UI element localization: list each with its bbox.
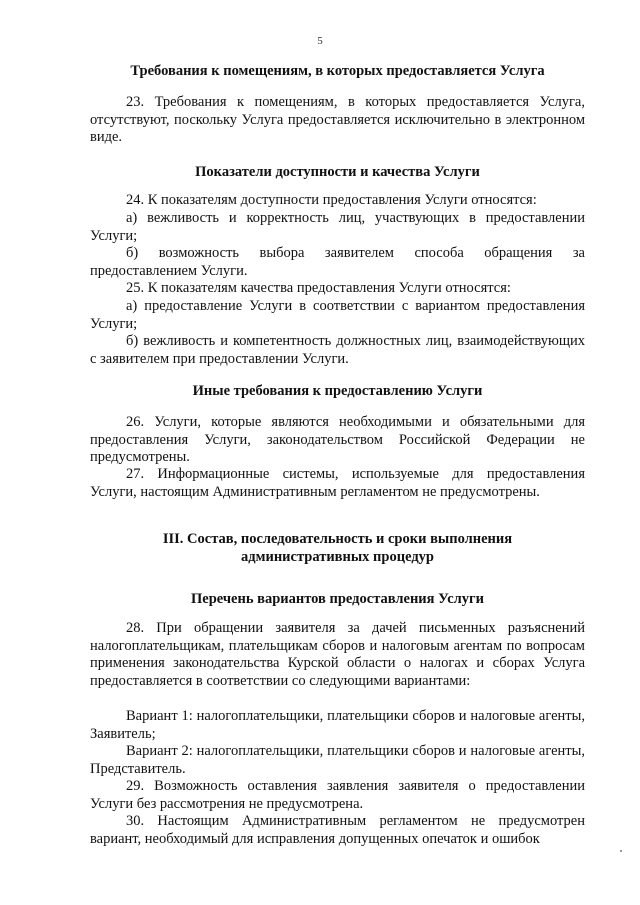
- heading-premises: Требования к помещениям, в которых предоставляется Услуга: [130, 63, 545, 79]
- paragraph-23: 23. Требования к помещениям, в которых предоставляется Услуга, отсутствуют, поскольку Услуга предоставляется исключительно в электронном виде.: [90, 94, 585, 145]
- paragraph-25b: б) вежливость и компетентность должностных лиц, взаимодействующих с заявителем при предоставлении Услуги.: [90, 333, 585, 367]
- scan-speck: [620, 850, 622, 852]
- paragraph-24b: б) возможность выбора заявителем способа обращения за предоставлением Услуги.: [90, 245, 585, 279]
- variant-2: Вариант 2: налогоплательщики, плательщики сборов и налоговые агенты, Представитель.: [90, 743, 585, 777]
- section-iii-heading-line1: III. Состав, последовательность и сроки выполнения: [162, 531, 513, 547]
- paragraph-24: 24. К показателям доступности предоставления Услуги относятся:: [126, 192, 537, 208]
- heading-variants-list: Перечень вариантов предоставления Услуги: [191, 591, 484, 607]
- paragraph-25a: а) предоставление Услуги в соответствии с вариантом предоставления Услуги;: [90, 298, 585, 332]
- section-iii-heading-line2: административных процедур: [241, 549, 434, 565]
- paragraph-24a: а) вежливость и корректность лиц, участвующих в предоставлении Услуги;: [90, 210, 585, 244]
- paragraph-28: 28. При обращении заявителя за дачей письменных разъяснений налогоплательщикам, плательщикам сборов и налоговым агентам по вопросам применения законодательства Курской области о налогах и сборах Услуга предоставляется в соответствии со следующими вариантами:: [90, 620, 585, 689]
- paragraph-25: 25. К показателям качества предоставления Услуги относятся:: [126, 280, 511, 296]
- page-number: 5: [317, 35, 323, 47]
- heading-accessibility: Показатели доступности и качества Услуги: [195, 164, 480, 180]
- heading-other-requirements: Иные требования к предоставлению Услуги: [192, 383, 483, 399]
- paragraph-29: 29. Возможность оставления заявления заявителя о предоставлении Услуги без рассмотрения не предусмотрена.: [90, 778, 585, 812]
- section-iii-heading: [90, 530, 585, 566]
- paragraph-30: 30. Настоящим Административным регламентом не предусмотрен вариант, необходимый для исправления допущенных опечаток и ошибок: [90, 813, 585, 847]
- paragraph-27: 27. Информационные системы, используемые для предоставления Услуги, настоящим Административным регламентом не предусмотрены.: [90, 466, 585, 500]
- variant-1: Вариант 1: налогоплательщики, плательщики сборов и налоговые агенты, Заявитель;: [90, 708, 585, 742]
- paragraph-26: 26. Услуги, которые являются необходимыми и обязательными для предоставления Услуги, законодательством Российской Федерации не предусмотрены.: [90, 414, 585, 465]
